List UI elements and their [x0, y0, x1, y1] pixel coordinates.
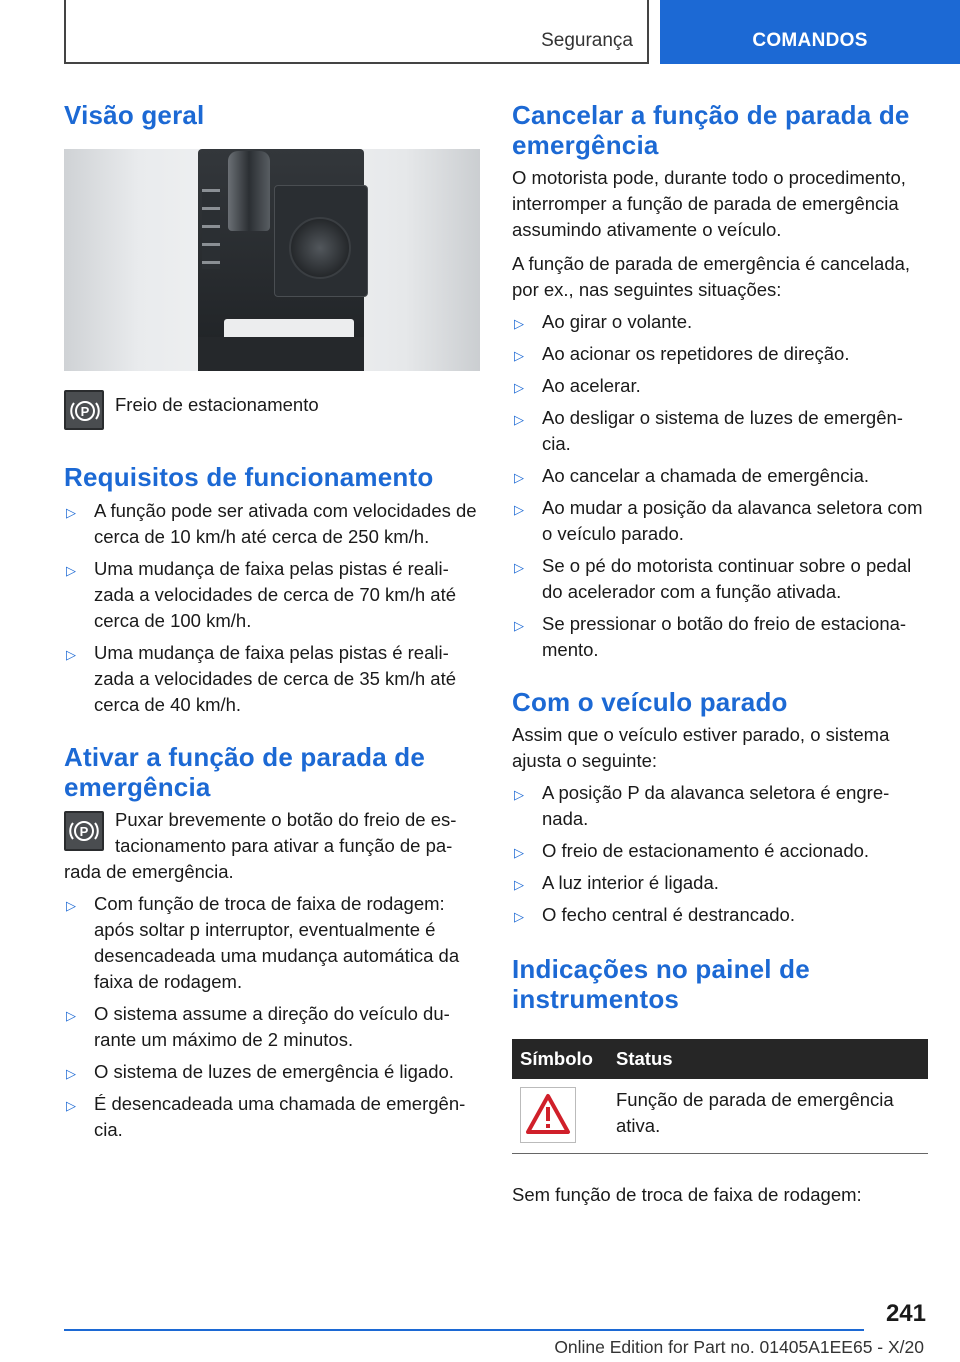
list-item: ▷ O freio de estacionamento é accionado.	[512, 838, 928, 864]
triangle-right-icon: ▷	[514, 502, 524, 517]
activate-list	[64, 891, 480, 1143]
requirements-list	[64, 498, 480, 718]
footer-divider	[64, 1329, 864, 1331]
activate-paragraph: P Puxar brevemente o botão do freio de es‐tacionamento para ativar a função de pa‐rada de emergência.	[64, 809, 457, 882]
list-item: ▷ Uma mudança de faixa pelas pistas é reali‐zada a velocidades de cerca de 70 km/h até cerca de 100 km/h.	[66, 558, 457, 631]
triangle-right-icon: ▷	[514, 560, 524, 575]
list-item: ▷ Ao acionar os repetidores de direção.	[512, 341, 928, 367]
header-chapter-label: COMANDOS	[752, 30, 868, 51]
table-cell-symbol	[512, 1079, 608, 1154]
table-row	[512, 1079, 928, 1154]
stopped-list	[512, 780, 928, 928]
triangle-right-icon: ▷	[514, 845, 524, 860]
header-section-tab	[64, 0, 649, 64]
triangle-right-icon: ▷	[514, 787, 524, 802]
footer-edition: Online Edition for Part no. 01405A1EE65 - X/20	[554, 1337, 924, 1357]
list-item: ▷ Ao girar o volante.	[512, 309, 928, 335]
left-column	[64, 100, 480, 1143]
list-item: ▷ A função pode ser ativada com velocidades de cerca de 10 km/h até cerca de 250 km/h.	[66, 500, 477, 547]
figure-caption: Freio de estacionamento	[115, 394, 319, 415]
list-item: ▷ É desencadeada uma chamada de emergên‐cia.	[66, 1093, 466, 1140]
figure-caption-row	[64, 390, 480, 430]
table-cell-status: Função de parada de emergência ativa.	[608, 1079, 928, 1154]
cancel-list	[512, 309, 928, 663]
header-section-label: Segurança	[541, 30, 633, 51]
cancel-paragraph-2: A função de parada de emergência é cancelada, por ex., nas seguintes situações:	[512, 253, 911, 300]
stopped-paragraph: Assim que o veículo estiver parado, o sistema ajusta o seguinte:	[512, 724, 890, 771]
triangle-right-icon: ▷	[66, 505, 76, 520]
triangle-right-icon: ▷	[514, 877, 524, 892]
triangle-right-icon: ▷	[66, 898, 76, 913]
triangle-right-icon: ▷	[66, 563, 76, 578]
list-item: ▷ O sistema assume a direção do veículo du‐rante um máximo de 2 minutos.	[66, 1003, 450, 1050]
list-item: ▷ O fecho central é destrancado.	[512, 902, 928, 928]
list-item: ▷ Ao desligar o sistema de luzes de emergên‐cia.	[514, 407, 903, 454]
overview-heading: Visão geral	[64, 100, 205, 130]
triangle-right-icon: ▷	[514, 380, 524, 395]
list-item: ▷ O sistema de luzes de emergência é ligado.	[64, 1059, 480, 1085]
table-header-status: Status	[608, 1039, 928, 1079]
cancel-paragraph-1: O motorista pode, durante todo o procedimento, interromper a função de parada de emergência assumindo ativamente o veículo.	[512, 167, 906, 240]
triangle-right-icon: ▷	[514, 348, 524, 363]
svg-text:P: P	[80, 404, 90, 419]
triangle-right-icon: ▷	[66, 1066, 76, 1081]
triangle-right-icon: ▷	[514, 618, 524, 633]
parking-brake-icon	[64, 811, 104, 851]
right-column	[512, 100, 928, 1208]
list-item: ▷ Se pressionar o botão do freio de estaciona‐mento.	[514, 613, 907, 660]
no-lane-change-paragraph: Sem função de troca de faixa de rodagem:	[512, 1184, 862, 1205]
page-number: 241	[885, 1300, 926, 1327]
console-photo	[64, 149, 480, 371]
svg-text:P: P	[79, 824, 89, 839]
requirements-heading: Requisitos de funcionamento	[64, 462, 434, 492]
triangle-right-icon: ▷	[66, 647, 76, 662]
list-item: ▷ A luz interior é ligada.	[512, 870, 928, 896]
list-item: ▷ Ao mudar a posição da alavanca seletora com o veículo parado.	[514, 497, 923, 544]
activate-heading: Ativar a função de parada de emergência	[64, 742, 426, 802]
table-header-symbol: Símbolo	[512, 1039, 608, 1079]
cancel-heading: Cancelar a função de parada de emergência	[512, 100, 910, 160]
list-item: ▷ Ao acelerar.	[512, 373, 928, 399]
list-item: ▷ Se o pé do motorista continuar sobre o pedal do acelerador com a função ativada.	[514, 555, 912, 602]
indications-heading: Indicações no painel de instrumentos	[512, 954, 810, 1014]
list-item: ▷ Com função de troca de faixa de rodagem: após soltar p interruptor, eventualmente é desencadeada uma mudança automática da faixa de rodagem.	[66, 893, 460, 992]
warning-triangle-icon	[520, 1087, 576, 1143]
list-item: ▷ A posição P da alavanca seletora é engre‐nada.	[514, 782, 890, 829]
triangle-right-icon: ▷	[66, 1008, 76, 1023]
triangle-right-icon: ▷	[66, 1098, 76, 1113]
triangle-right-icon: ▷	[514, 470, 524, 485]
triangle-right-icon: ▷	[514, 412, 524, 427]
triangle-right-icon: ▷	[514, 316, 524, 331]
list-item: ▷ Uma mudança de faixa pelas pistas é reali‐zada a velocidades de cerca de 35 km/h até cerca de 40 km/h.	[66, 642, 457, 715]
parking-brake-icon	[64, 390, 104, 430]
triangle-right-icon: ▷	[514, 909, 524, 924]
list-item: ▷ Ao cancelar a chamada de emergência.	[512, 463, 928, 489]
header-chapter-tab[interactable]	[660, 0, 960, 64]
symbol-status-table	[512, 1039, 928, 1154]
stopped-heading: Com o veículo parado	[512, 687, 788, 717]
